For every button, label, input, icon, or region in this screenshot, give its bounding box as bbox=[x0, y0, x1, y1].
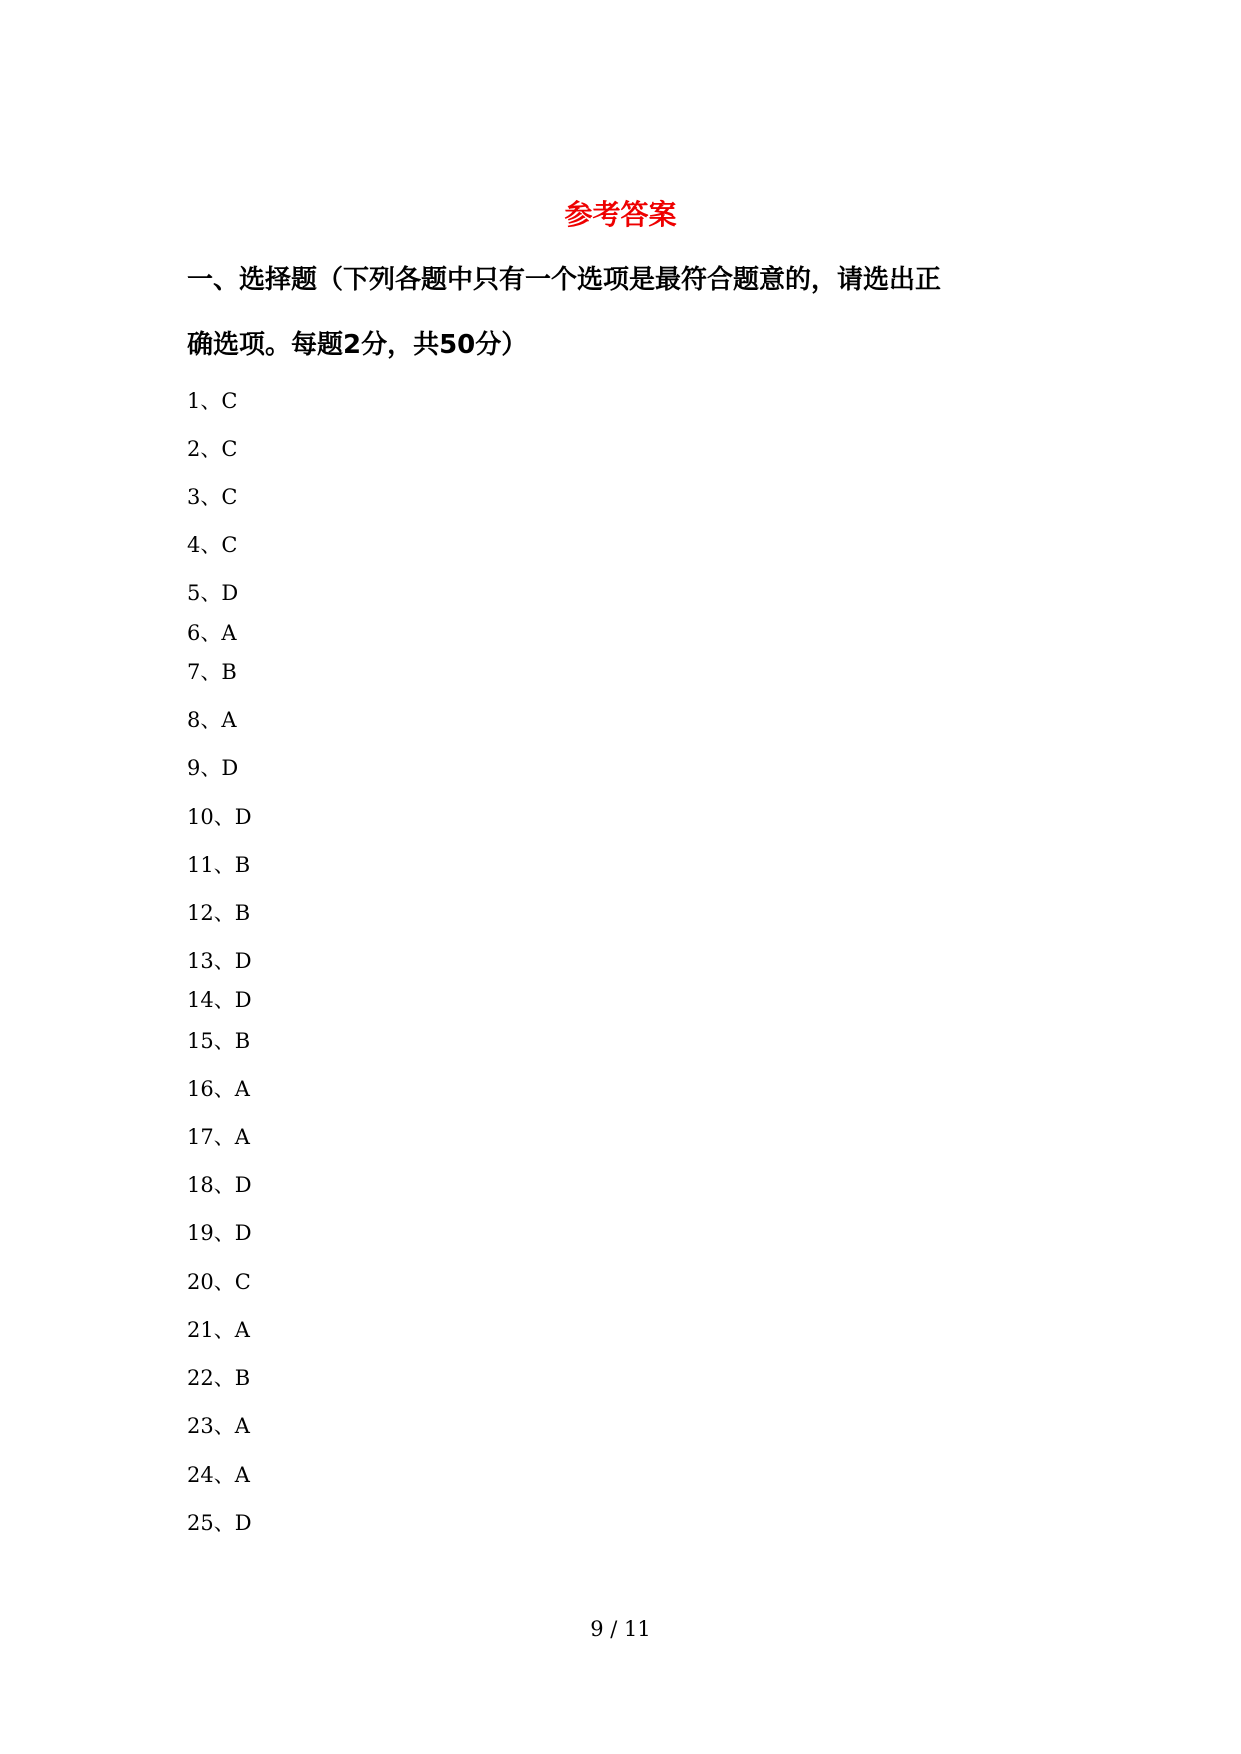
answer-item: 5、D bbox=[187, 581, 239, 605]
answer-item: 3、C bbox=[187, 485, 238, 509]
answer-item: 8、A bbox=[187, 708, 237, 732]
answer-item: 6、A bbox=[187, 621, 237, 645]
answer-item: 1、C bbox=[187, 389, 238, 413]
answer-item: 11、B bbox=[187, 853, 251, 877]
answer-item: 7、B bbox=[187, 660, 237, 684]
answer-item: 16、A bbox=[187, 1077, 250, 1101]
answer-item: 17、A bbox=[187, 1125, 250, 1149]
answer-item: 10、D bbox=[187, 805, 252, 829]
answer-item: 18、D bbox=[187, 1173, 252, 1197]
page-title: 参考答案 bbox=[564, 198, 677, 231]
section-heading-line-1: 一、选择题（下列各题中只有一个选项是最符合题意的，请选出正 bbox=[187, 265, 942, 295]
answer-item: 20、C bbox=[187, 1270, 251, 1294]
answer-item: 12、B bbox=[187, 901, 251, 925]
answer-item: 13、D bbox=[187, 949, 252, 973]
answer-item: 4、C bbox=[187, 533, 238, 557]
answer-item: 22、B bbox=[187, 1366, 251, 1390]
answer-item: 19、D bbox=[187, 1221, 252, 1245]
answer-item: 14、D bbox=[187, 988, 252, 1012]
answer-item: 21、A bbox=[187, 1318, 250, 1342]
answer-item: 24、A bbox=[187, 1463, 250, 1487]
section-heading-line-2: 确选项。每题2分，共50分） bbox=[187, 330, 528, 360]
answer-item: 15、B bbox=[187, 1029, 251, 1053]
page-number: 9 / 11 bbox=[590, 1617, 651, 1641]
answer-item: 9、D bbox=[187, 756, 239, 780]
answer-item: 23、A bbox=[187, 1414, 250, 1438]
answer-item: 2、C bbox=[187, 437, 238, 461]
answer-item: 25、D bbox=[187, 1511, 252, 1535]
